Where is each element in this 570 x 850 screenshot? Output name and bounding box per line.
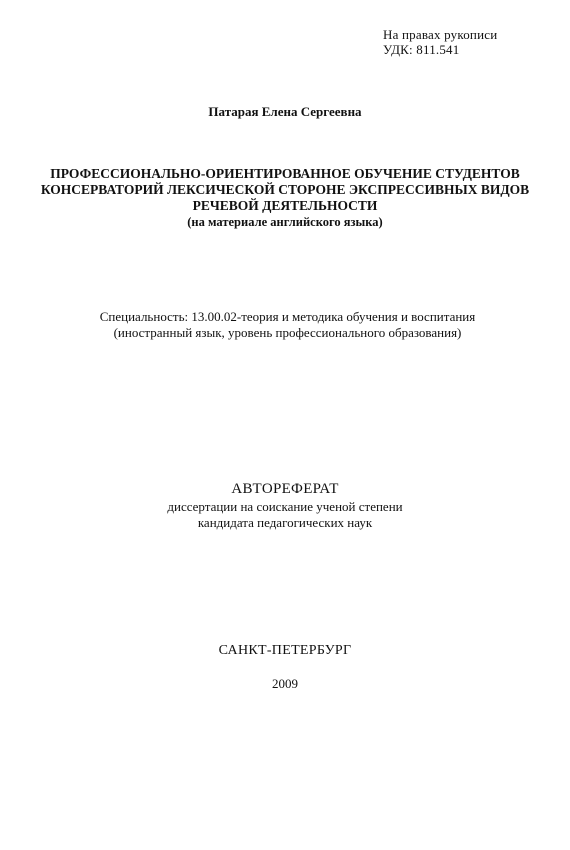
title-line: КОНСЕРВАТОРИЙ ЛЕКСИЧЕСКОЙ СТОРОНЕ ЭКСПРЕССИВНЫХ ВИДОВ xyxy=(40,182,530,197)
manuscript-rights-line: На правах рукописи xyxy=(383,27,498,42)
abstract-purpose-line: диссертации на соискание ученой степени xyxy=(167,499,403,514)
specialty-line: Специальность: 13.00.02-теория и методика обучения и воспитания xyxy=(99,309,476,324)
abstract-degree-line: кандидата педагогических наук xyxy=(197,515,373,530)
udc-code-line: УДК: 811.541 xyxy=(383,42,460,57)
title-subtitle: (на материале английского языка) xyxy=(187,215,383,229)
specialty-block xyxy=(10,309,565,341)
abstract-block xyxy=(0,480,570,531)
title-line: РЕЧЕВОЙ ДЕЯТЕЛЬНОСТИ xyxy=(192,198,378,213)
abstract-heading: АВТОРЕФЕРАТ xyxy=(231,481,339,497)
manuscript-note xyxy=(383,27,497,57)
dissertation-title xyxy=(20,166,550,214)
specialty-detail-line: (иностранный язык, уровень профессионального образования) xyxy=(113,325,462,340)
title-line: ПРОФЕССИОНАЛЬНО-ОРИЕНТИРОВАННОЕ ОБУЧЕНИЕ СТУДЕНТОВ xyxy=(50,166,520,181)
city: САНКТ-ПЕТЕРБУРГ xyxy=(218,643,352,658)
year: 2009 xyxy=(272,676,298,691)
author-name: Патарая Елена Сергеевна xyxy=(208,104,362,119)
